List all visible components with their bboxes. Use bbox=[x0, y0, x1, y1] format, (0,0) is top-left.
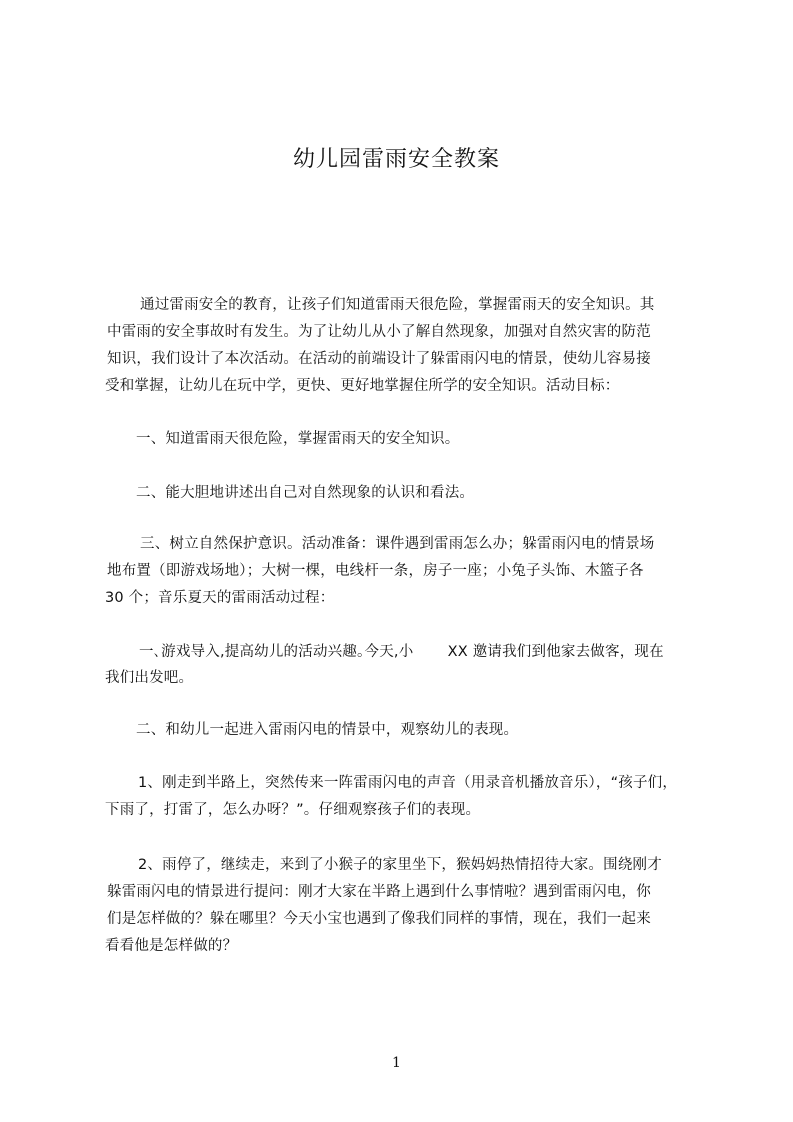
paragraph-line: 知识，我们设计了本次活动。在活动的前端设计了躲雷雨闪电的情景，使幼儿容易接 bbox=[107, 351, 651, 367]
paragraph-line: 一､游戏导入,提高幼儿的活动兴趣｡今天,小 XX 邀请我们到他家去做客，现在 bbox=[139, 644, 664, 660]
paragraph-line: 受和掌握，让幼儿在玩中学，更快、更好地掌握住所学的安全知识。活动目标： bbox=[105, 378, 620, 394]
paragraph-line: 中雷雨的安全事故时有发生。为了让幼儿从小了解自然现象，加强对自然灾害的防范 bbox=[107, 324, 651, 340]
paragraph-line: 二、和幼儿一起进入雷雨闪电的情景中，观察幼儿的表现。 bbox=[136, 722, 519, 738]
paragraph-line: 1、刚走到半路上，突然传来一阵雷雨闪电的声音（用录音机播放音乐），“孩子们， bbox=[138, 775, 678, 791]
page-number: 1 bbox=[392, 1055, 401, 1071]
paragraph-line: 下雨了，打雷了，怎么办呀？”。仔细观察孩子们的表现。 bbox=[105, 802, 481, 818]
paragraph-line: 二、能大胆地讲述出自己对自然现象的认识和看法。 bbox=[136, 485, 475, 501]
paragraph-line: 看看他是怎样做的？ bbox=[105, 938, 238, 954]
paragraph-line: 躲雷雨闪电的情景进行提问：刚才大家在半路上遇到什么事情啦？遇到雷雨闪电，你 bbox=[107, 884, 651, 900]
paragraph-line: 们是怎样做的？躲在哪里？今天小宝也遇到了像我们同样的事情，现在，我们一起来 bbox=[107, 911, 651, 927]
paragraph-line: 2、雨停了，继续走，来到了小猴子的家里坐下，猴妈妈热情招待大家。围绕刚才 bbox=[138, 857, 662, 873]
paragraph-line: 三、树立自然保护意识。活动准备：课件遇到雷雨怎么办；躲雷雨闪电的情景场 bbox=[140, 536, 655, 552]
paragraph-line: 我们出发吧。 bbox=[105, 670, 194, 686]
paragraph-line: 一、知道雷雨天很危险，掌握雷雨天的安全知识。 bbox=[136, 431, 460, 447]
paragraph-line: 地布置（即游戏场地）；大树一棵，电线杆一条，房子一座；小兔子头饰、木篮子各 bbox=[107, 563, 644, 579]
page-title: 幼儿园雷雨安全教案 bbox=[292, 147, 500, 172]
paragraph-line: 30 个；音乐夏天的雷雨活动过程： bbox=[105, 590, 335, 606]
paragraph-line: 通过雷雨安全的教育，让孩子们知道雷雨天很危险，掌握雷雨天的安全知识。其 bbox=[140, 297, 655, 313]
